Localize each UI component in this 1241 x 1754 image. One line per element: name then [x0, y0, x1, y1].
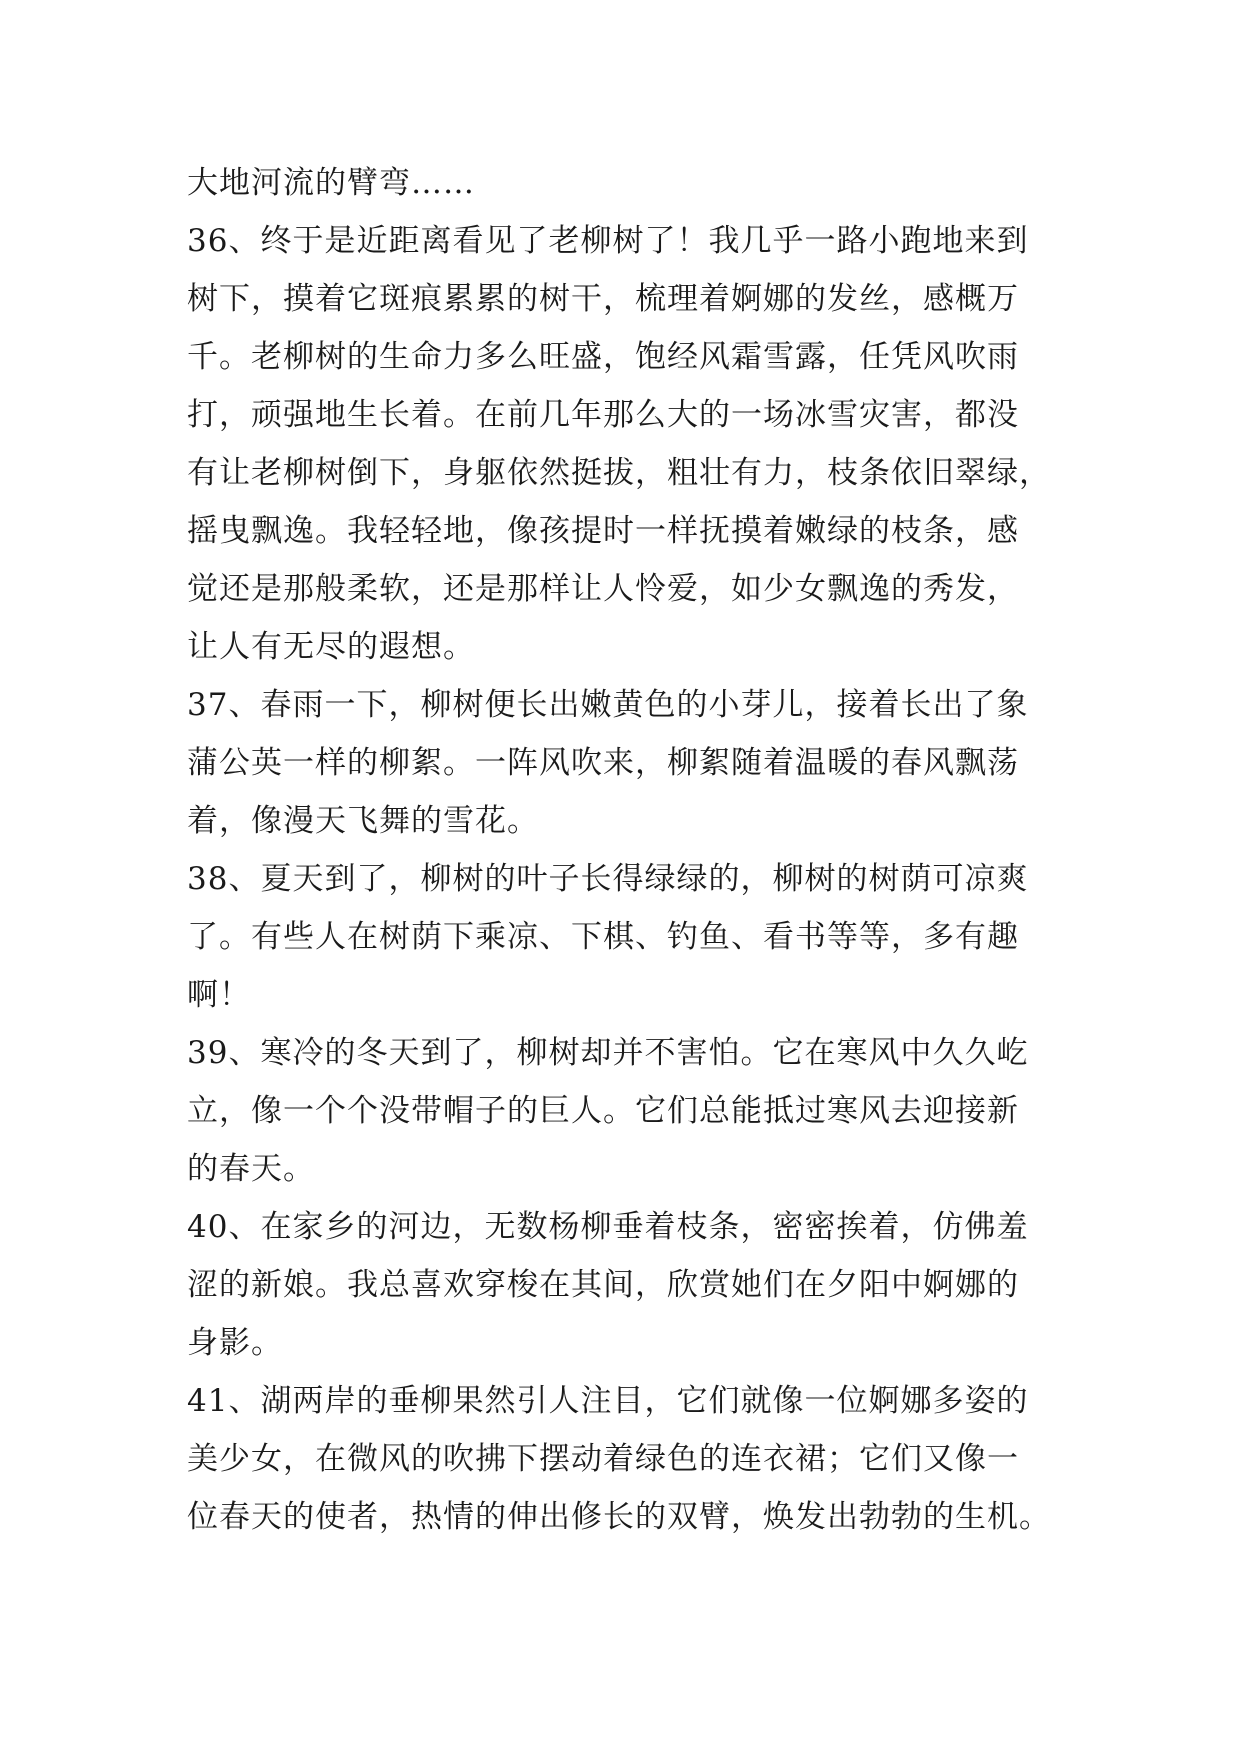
text-line: 有让老柳树倒下，身躯依然挺拔，粗壮有力，枝条依旧翠绿， [187, 455, 1051, 491]
text-line: 38、夏天到了，柳树的叶子长得绿绿的，柳树的树荫可凉爽 [187, 861, 1029, 897]
text-line: 了。有些人在树荫下乘凉、下棋、钓鱼、看书等等，多有趣 [187, 919, 1019, 955]
text-line: 让人有无尽的遐想。 [187, 629, 475, 665]
text-line: 啊！ [187, 977, 251, 1013]
text-line: 大地河流的臂弯…… [187, 165, 475, 201]
text-line: 美少女，在微风的吹拂下摆动着绿色的连衣裙；它们又像一 [187, 1441, 1019, 1477]
text-line: 觉还是那般柔软，还是那样让人怜爱，如少女飘逸的秀发， [187, 571, 1019, 607]
text-line: 36、终于是近距离看见了老柳树了！我几乎一路小跑地来到 [187, 223, 1029, 259]
text-line: 身影。 [187, 1325, 283, 1361]
document-body [187, 154, 1067, 1546]
text-line: 位春天的使者，热情的伸出修长的双臂，焕发出勃勃的生机。 [187, 1499, 1051, 1535]
text-line: 涩的新娘。我总喜欢穿梭在其间，欣赏她们在夕阳中婀娜的 [187, 1267, 1019, 1303]
text-line: 39、寒冷的冬天到了，柳树却并不害怕。它在寒风中久久屹 [187, 1035, 1029, 1071]
text-line: 打，顽强地生长着。在前几年那么大的一场冰雪灾害，都没 [187, 397, 1019, 433]
text-line: 摇曳飘逸。我轻轻地，像孩提时一样抚摸着嫩绿的枝条，感 [187, 513, 1019, 549]
text-line: 40、在家乡的河边，无数杨柳垂着枝条，密密挨着，仿佛羞 [187, 1209, 1029, 1245]
text-line: 41、湖两岸的垂柳果然引人注目，它们就像一位婀娜多姿的 [187, 1383, 1029, 1419]
text-line: 蒲公英一样的柳絮。一阵风吹来，柳絮随着温暖的春风飘荡 [187, 745, 1019, 781]
text-line: 37、春雨一下，柳树便长出嫩黄色的小芽儿，接着长出了象 [187, 687, 1029, 723]
text-line: 千。老柳树的生命力多么旺盛，饱经风霜雪露，任凭风吹雨 [187, 339, 1019, 375]
text-line: 树下，摸着它斑痕累累的树干，梳理着婀娜的发丝，感概万 [187, 281, 1019, 317]
text-line: 立，像一个个没带帽子的巨人。它们总能抵过寒风去迎接新 [187, 1093, 1019, 1129]
text-line: 的春天。 [187, 1151, 315, 1187]
text-line: 着，像漫天飞舞的雪花。 [187, 803, 539, 839]
